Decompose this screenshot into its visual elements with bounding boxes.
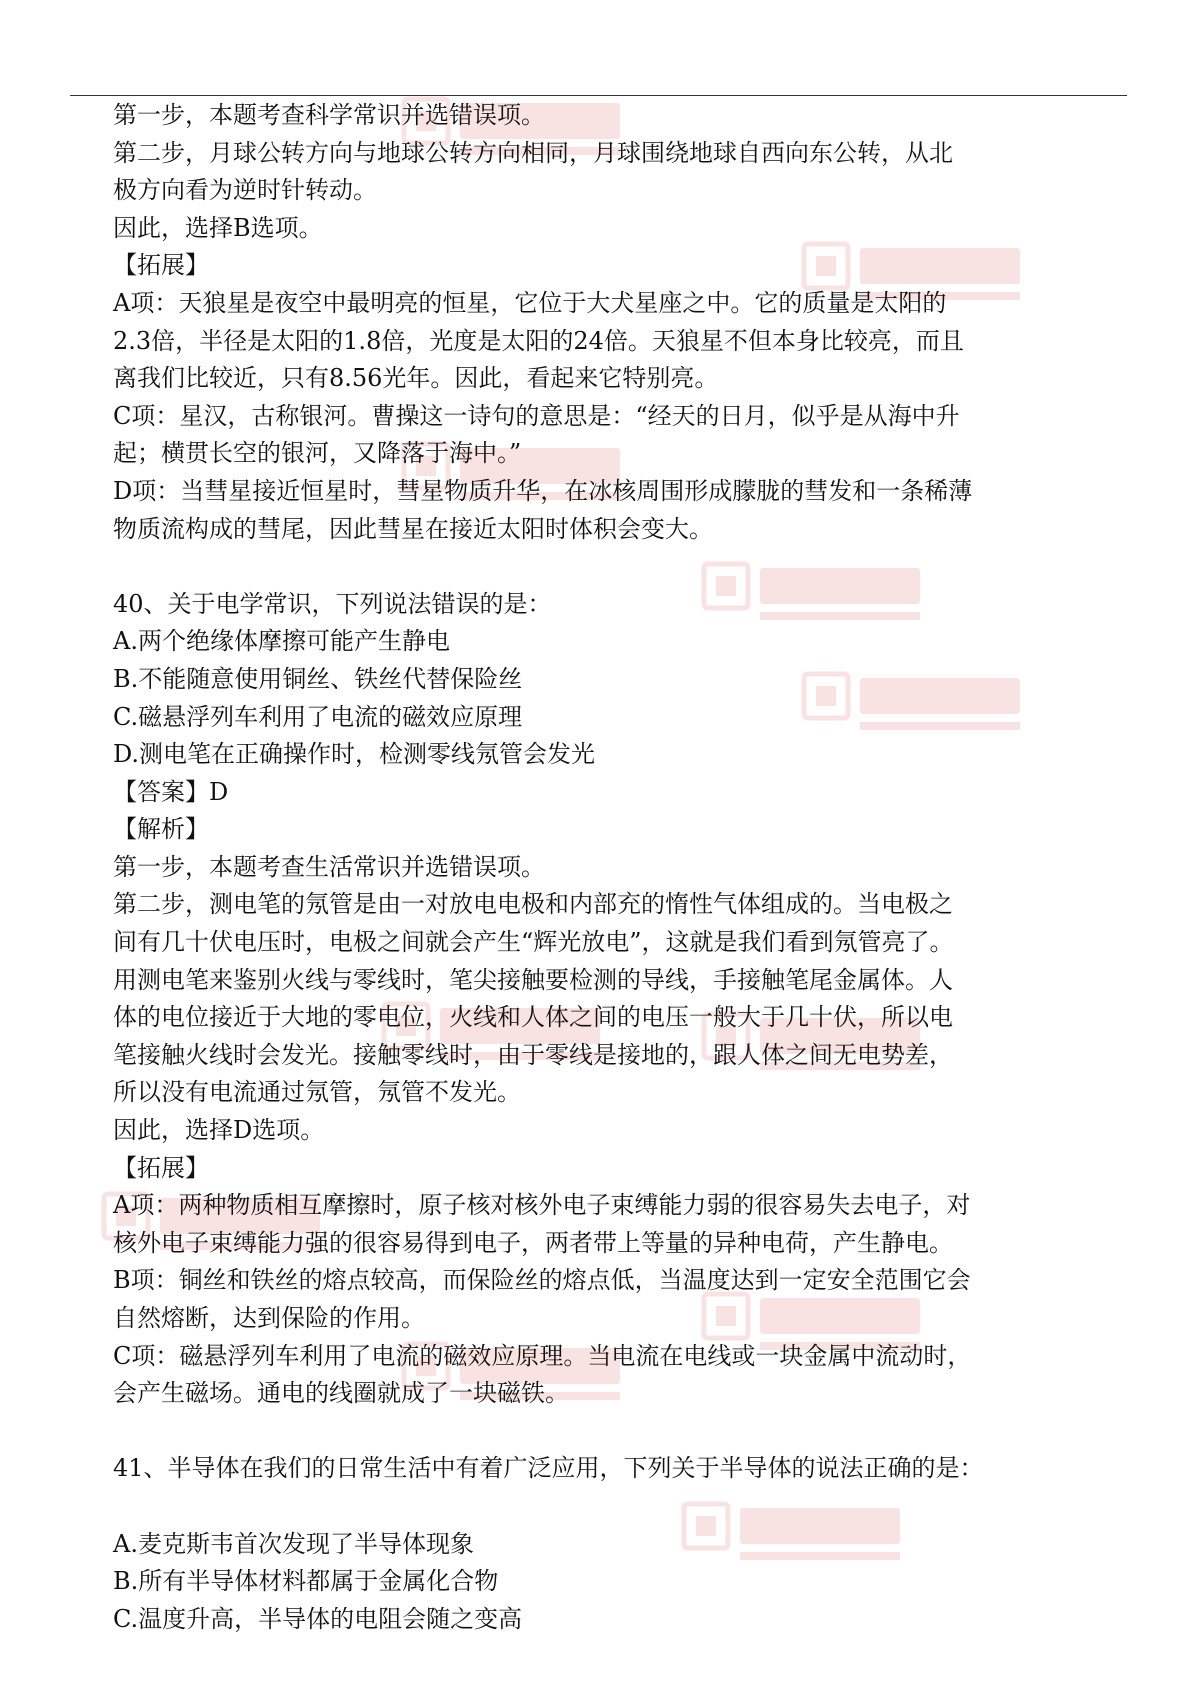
text-line: 第一步，本题考查生活常识并选错误项。	[113, 852, 545, 881]
text-line: 用测电笔来鉴别火线与零线时，笔尖接触要检测的导线，手接触笔尾金属体。人	[113, 965, 953, 994]
blank-line	[113, 1413, 1113, 1451]
question-40-answer: 【答案】D	[113, 777, 229, 806]
text-line: 物质流构成的彗尾，因此彗星在接近太阳时体积会变大。	[113, 514, 713, 543]
question-40-stem: 40、关于电学常识，下列说法错误的是：	[113, 589, 552, 618]
section-label-analysis: 【解析】	[113, 815, 209, 844]
question-41-option-a: A.麦克斯韦首次发现了半导体现象	[113, 1529, 474, 1558]
text-line: 因此，选择D选项。	[113, 1116, 325, 1145]
text-line: 间有几十伏电压时，电极之间就会产生“辉光放电”，这就是我们看到氖管亮了。	[113, 928, 954, 957]
question-40-option-b: B.不能随意使用铜丝、铁丝代替保险丝	[113, 664, 523, 693]
text-line: 因此，选择B选项。	[113, 213, 323, 242]
text-line: 所以没有电流通过氖管，氖管不发光。	[113, 1078, 521, 1107]
text-line: D项：当彗星接近恒星时，彗星物质升华，在冰核周围形成朦胧的彗发和一条稀薄	[113, 476, 973, 505]
question-41-stem: 41、半导体在我们的日常生活中有着广泛应用，下列关于半导体的说法正确的是：	[113, 1454, 984, 1483]
text-line: B项：铜丝和铁丝的熔点较高，而保险丝的熔点低，当温度达到一定安全范围它会	[113, 1266, 971, 1295]
text-line: 2.3倍，半径是太阳的1.8倍，光度是太阳的24倍。天狼星不但本身比较亮，而且	[113, 326, 964, 355]
document-body	[113, 97, 1113, 1638]
text-line: A项：两种物质相互摩擦时，原子核对核外电子束缚能力弱的很容易失去电子，对	[113, 1191, 971, 1220]
text-line: 自然熔断，达到保险的作用。	[113, 1304, 425, 1332]
text-line: 起；横贯长空的银河，又降落于海中。”	[113, 439, 522, 468]
blank-line	[113, 1488, 1113, 1526]
text-line: 第一步，本题考查科学常识并选错误项。	[113, 101, 545, 129]
blank-line	[113, 548, 1113, 586]
text-line: C项：磁悬浮列车利用了电流的磁效应原理。当电流在电线或一块金属中流动时，	[113, 1341, 972, 1370]
text-line: 第二步，月球公转方向与地球公转方向相同，月球围绕地球自西向东公转，从北	[113, 138, 953, 167]
text-line: 会产生磁场。通电的线圈就成了一块磁铁。	[113, 1379, 569, 1408]
text-line: 第二步，测电笔的氖管是由一对放电电极和内部充的惰性气体组成的。当电极之	[113, 890, 953, 919]
text-line: C项：星汉，古称银河。曹操这一诗句的意思是：“经天的日月，似乎是从海中升	[113, 401, 960, 430]
text-line: 极方向看为逆时针转动。	[113, 176, 377, 205]
section-label-expand: 【拓展】	[113, 1153, 209, 1182]
text-line: 笔接触火线时会发光。接触零线时，由于零线是接地的，跟人体之间无电势差，	[113, 1040, 953, 1069]
text-line: 核外电子束缚能力强的很容易得到电子，两者带上等量的异种电荷，产生静电。	[113, 1228, 953, 1257]
question-40-option-a: A.两个绝缘体摩擦可能产生静电	[113, 627, 450, 656]
text-line: A项：天狼星是夜空中最明亮的恒星，它位于大犬星座之中。它的质量是太阳的	[113, 288, 947, 317]
question-40-option-d: D.测电笔在正确操作时，检测零线氖管会发光	[113, 740, 596, 769]
question-41-option-b: B.所有半导体材料都属于金属化合物	[113, 1567, 499, 1596]
text-line: 体的电位接近于大地的零电位，火线和人体之间的电压一般大于几十伏，所以电	[113, 1003, 953, 1032]
question-41-option-c: C.温度升高，半导体的电阻会随之变高	[113, 1604, 523, 1633]
question-40-option-c: C.磁悬浮列车利用了电流的磁效应原理	[113, 702, 523, 731]
section-label-expand: 【拓展】	[113, 251, 209, 280]
header-rule	[70, 95, 1127, 96]
text-line: 离我们比较近，只有8.56光年。因此，看起来它特别亮。	[113, 364, 719, 393]
